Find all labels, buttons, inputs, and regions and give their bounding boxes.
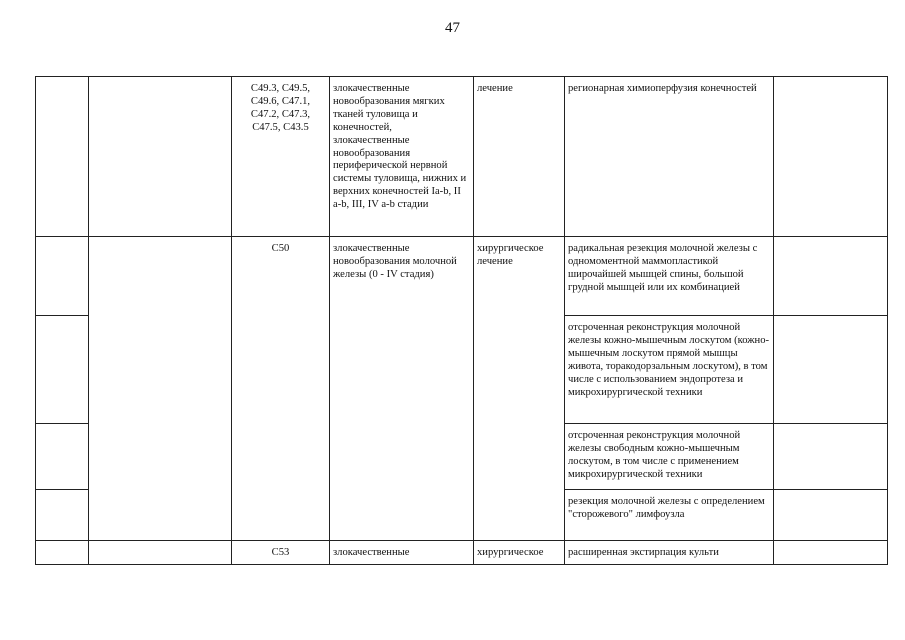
icd-code-line: C49.6, C47.1, [250,95,311,107]
treatment-type-cell: хирургическое [474,541,565,565]
treatment-method-cell: регионарная химиоперфузия конечностей [565,77,774,237]
group-name-cell [89,541,232,565]
cost-cell [774,237,888,316]
icd-code-line: C50 [271,243,290,254]
treatment-method-cell: расширенная экстирпация культи [565,541,774,565]
icd-code-line: C53 [271,547,290,558]
row-number-cell [36,316,89,424]
icd-code-line: C49.3, C49.5, [250,83,311,94]
icd-code-cell [232,541,330,565]
treatment-type-cell: хирургическое лечение [474,237,565,541]
icd-code-line: C47.5, C43.5 [252,121,309,133]
treatment-method-cell: отсроченная реконструкция молочной железы свободным кожно-мышечным лоскутом, в том числе с применением микрохирургической техники [565,424,774,490]
cost-cell [774,424,888,490]
icd-code-cell [232,77,330,237]
row-number-cell [36,490,89,541]
treatment-method-cell: резекция молочной железы с определением "сторожевого" лимфоузла [565,490,774,541]
cost-cell [774,541,888,565]
cost-cell [774,77,888,237]
table-row [36,541,888,565]
row-number-cell [36,424,89,490]
row-number-cell [36,77,89,237]
cost-cell [774,490,888,541]
treatment-method-cell: отсроченная реконструкция молочной железы кожно-мышечным лоскутом (кожно-мышечным лоскутом прямой мышцы живота, торакодорзальным лоскутом), в том числе с использованием эндопротеза и микрохирургической техники [565,316,774,424]
table-row [36,237,888,316]
treatment-type-cell: лечение [474,77,565,237]
treatment-table [35,76,888,565]
diagnosis-cell: злокачественные [330,541,474,565]
page-number: 47 [445,20,460,36]
row-number-cell [36,541,89,565]
diagnosis-cell: злокачественные новообразования мягких тканей туловища и конечностей, злокачественные новообразования периферической нервной системы туловища, нижних и верхних конечностей Ia-b, II a-b, III, IV a-b стадии [330,77,474,237]
group-name-cell [89,77,232,237]
icd-code-line: C47.2, C47.3, [250,108,311,120]
group-name-cell [89,237,232,541]
icd-code-cell [232,237,330,541]
row-number-cell [36,237,89,316]
diagnosis-cell: злокачественные новообразования молочной железы (0 - IV стадия) [330,237,474,541]
table-row [36,77,888,237]
treatment-method-cell: радикальная резекция молочной железы с одномоментной маммопластикой широчайшей мышцей спины, большой грудной мышцей или их комбинацией [565,237,774,316]
cost-cell [774,316,888,424]
